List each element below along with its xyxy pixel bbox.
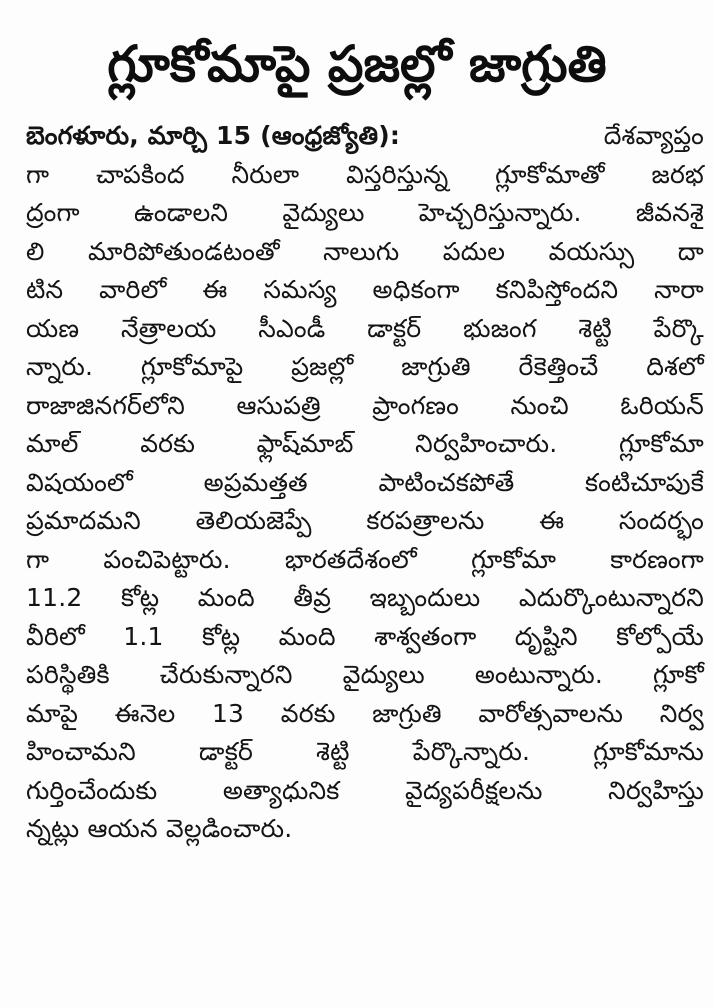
- article-line: మాపై ఈనెల 13 వరకు జాగ్రుతి వారోత్సవాలను నిర్వ: [26, 698, 704, 728]
- article-line: వీరిలో 1.1 కోట్ల మంది శాశ్వతంగా దృష్టిని కోల్పోయే: [26, 621, 704, 651]
- article-line: ద్రంగా ఉండాలని వైద్యులు హెచ్చరిస్తున్నారు. జీవనశై: [26, 198, 704, 227]
- article-line: పరిస్థితికి చేరుకున్నారని వైద్యులు అంటున్నారు. గ్లూకో: [26, 660, 704, 689]
- article-body: [26, 117, 704, 849]
- article-line: హించామని డాక్టర్ శెట్టి పేర్కొన్నారు. గ్లూకోమాను: [26, 737, 704, 766]
- article-line: యణ నేత్రాలయ సీఎండీ డాక్టర్ భుజంగ శెట్టి పేర్కొ: [26, 313, 704, 343]
- article-headline: గ్లూకోమాపై ప్రజల్లో జాగ్రుతి: [107, 35, 607, 93]
- article-line: లి మారిపోతుండటంతో నాలుగు పదుల వయస్సు దా: [26, 236, 704, 266]
- article-line: న్నారు. గ్లూకోమాపై ప్రజల్లో జాగ్రుతి రేకెత్తించే దిశలో: [26, 352, 704, 381]
- article-line: [26, 117, 704, 156]
- article-line: 11.2 కోట్ల మంది తీవ్ర ఇబ్బందులు ఎదుర్కొంటున్నారని: [26, 583, 704, 612]
- article-line: న్నట్లు ఆయన వెల్లడించారు.: [26, 814, 293, 843]
- article-line: గా చాపకింద నీరులా విస్తరిస్తున్న గ్లూకోమాతో జరభ: [26, 159, 704, 189]
- article-dateline: బెంగళూరు, మార్చి 15 (ఆంధ్రజ్యోతి):: [26, 121, 401, 150]
- article-line: రాజాజినగర్‌లోని ఆసుపత్రి ప్రాంగణం నుంచి ఓరియన్: [26, 390, 704, 420]
- article-line: ప్రమాదమని తెలియజెప్పే కరపత్రాలను ఈ సందర్భం: [26, 506, 704, 535]
- article-line: గా పంచిపెట్టారు. భారతదేశంలో గ్లూకోమా కారణంగా: [26, 544, 704, 574]
- article-line: టిన వారిలో ఈ సమస్య అధికంగా కనిపిస్తోందని నారా: [26, 275, 704, 304]
- article-line: మాల్ వరకు ఫ్లాష్‌మాబ్ నిర్వహించారు. గ్లూకోమా: [26, 429, 704, 458]
- article-line-text: దేశవ్యాప్తం: [603, 121, 704, 150]
- article-line: విషయంలో అప్రమత్తత పాటించకపోతే కంటిచూపుకే: [26, 467, 704, 497]
- article-line: గుర్తించేందుకు అత్యాధునిక వైద్యపరీక్షలను నిర్వహిస్తు: [26, 775, 704, 805]
